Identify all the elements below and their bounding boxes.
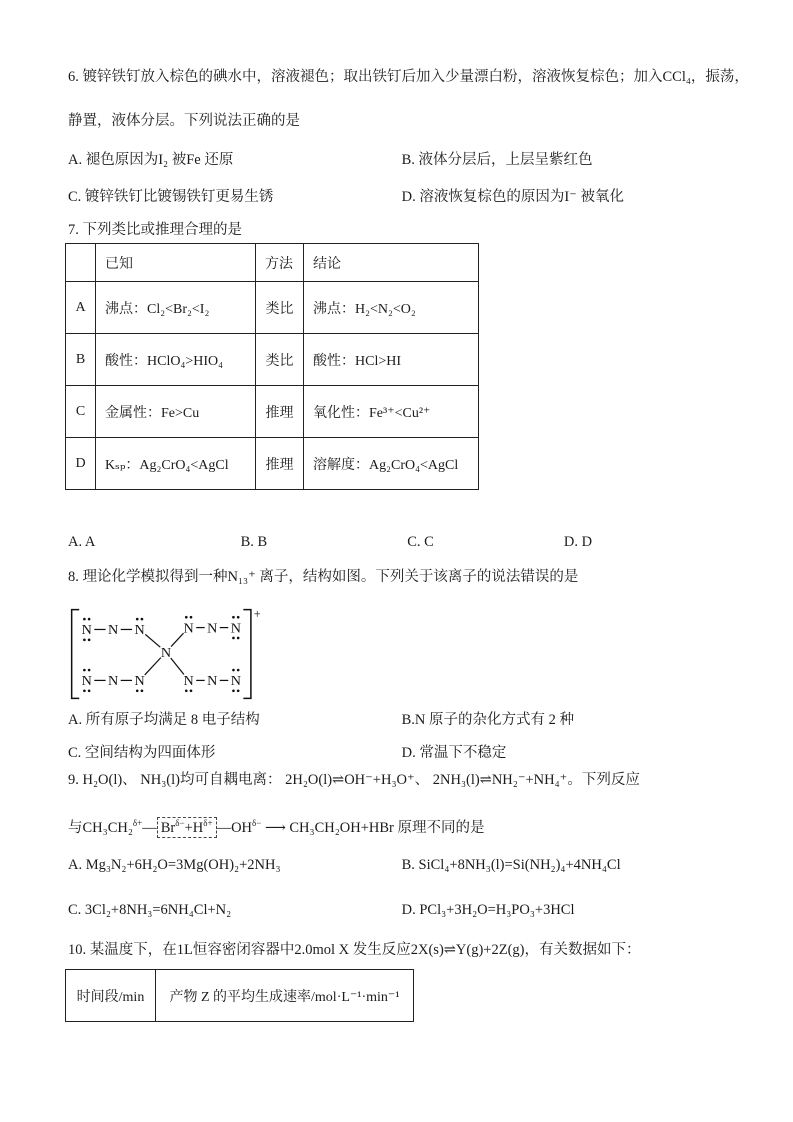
svg-text:N: N <box>230 673 241 690</box>
q6-option-c: C. 镀锌铁钉比镀锡铁钉更易生锈 <box>68 189 274 205</box>
q7-header-method: 方法 <box>256 244 304 282</box>
q7-row-b-method: 类比 <box>256 334 304 386</box>
q8-options-row1 <box>68 710 574 730</box>
q9-options-row1 <box>68 855 621 875</box>
q8-option-d: D. 常温下不稳定 <box>401 745 507 761</box>
q7-option-c: C. C <box>407 534 434 550</box>
q7-header-known: 已知 <box>96 244 256 282</box>
q7-stem: 7. 下列类比或推理合理的是 <box>68 222 242 238</box>
q7-row-c-label: C <box>66 386 96 438</box>
q9-reaction-prefix: 与CH₃CH₂$^{\delta+}$— <box>68 818 157 836</box>
q6-stem-line1: 6. 镀锌铁钉放入棕色的碘水中，溶液褪色；取出铁钉后加入少量漂白粉，溶液恢复棕色；加入CCl₄，振荡， <box>68 69 749 85</box>
svg-text:N: N <box>183 673 194 690</box>
q7-row-c-conclusion: 氧化性：Fe³⁺<Cu²⁺ <box>304 386 479 438</box>
q7-table-row-d <box>66 438 479 490</box>
svg-text:N: N <box>230 620 241 637</box>
q7-comparison-table <box>65 243 479 490</box>
svg-text:N: N <box>108 622 119 639</box>
svg-text:+: + <box>253 607 261 622</box>
svg-text:N: N <box>160 644 172 661</box>
q6-option-a: A. 褪色原因为I₂ 被Fe 还原 <box>68 152 234 168</box>
q7-row-d-conclusion: 溶解度：Ag₂CrO₄<AgCl <box>304 438 479 490</box>
svg-text:N: N <box>207 673 218 690</box>
q6-options-row2 <box>68 187 624 207</box>
q7-table-row-c <box>66 386 479 438</box>
q9-option-a: A. Mg₃N₂+6H₂O=3Mg(OH)₂+2NH₃ <box>68 857 281 873</box>
svg-text:N: N <box>108 673 119 690</box>
q7-row-c-method: 推理 <box>256 386 304 438</box>
q7-row-d-label: D <box>66 438 96 490</box>
q8-option-a: A. 所有原子均满足 8 电子结构 <box>68 712 260 728</box>
q7-options-row <box>68 532 592 552</box>
q8-option-c: C. 空间结构为四面体形 <box>68 745 216 761</box>
q7-option-a: A. A <box>68 534 96 550</box>
q9-stem-line2 <box>68 813 485 838</box>
q6-option-d: D. 溶液恢复棕色的原因为I⁻ 被氧化 <box>401 189 624 205</box>
svg-text:N: N <box>81 673 92 690</box>
q9-options-row2 <box>68 900 575 920</box>
q9-option-b: B. SiCl₄+8NH₃(l)=Si(NH₂)₄+4NH₄Cl <box>401 857 621 873</box>
q9-option-c: C. 3Cl₂+8NH₃=6NH₄Cl+N₂ <box>68 902 232 918</box>
q10-rate-table <box>65 969 414 1022</box>
q7-header-conclusion: 结论 <box>304 244 479 282</box>
q10-header-time: 时间段/min <box>66 970 156 1022</box>
n13-lewis-structure-figure <box>66 604 266 704</box>
q6-stem-line2: 静置，液体分层。下列说法正确的是 <box>68 113 300 129</box>
q8-stem: 8. 理论化学模拟得到一种N₁₃⁺ 离子，结构如图。下列关于该离子的说法错误的是 <box>68 569 579 585</box>
q7-row-b-conclusion: 酸性：HCl>HI <box>304 334 479 386</box>
q6-option-b: B. 液体分层后，上层呈紫红色 <box>401 152 593 168</box>
q7-row-c-known: 金属性：Fe>Cu <box>96 386 256 438</box>
svg-text:N: N <box>207 620 218 637</box>
q7-row-d-known: Kₛₚ：Ag₂CrO₄<AgCl <box>96 438 256 490</box>
q7-row-a-method: 类比 <box>256 282 304 334</box>
svg-text:N: N <box>81 622 92 639</box>
svg-text:N: N <box>134 622 145 639</box>
q7-header-blank <box>66 244 96 282</box>
dashed-box: $Br^{\delta-}+H^{\delta+}$ <box>157 817 217 838</box>
q7-option-d: D. D <box>563 534 593 550</box>
q7-table-row-a <box>66 282 479 334</box>
q7-row-a-label: A <box>66 282 96 334</box>
q9-option-d: D. PCl₃+3H₂O=H₃PO₃+3HCl <box>401 902 575 918</box>
q7-row-a-known: 沸点：Cl₂<Br₂<I₂ <box>96 282 256 334</box>
svg-text:N: N <box>134 673 145 690</box>
q7-table-header-row <box>66 244 479 282</box>
q7-option-b: B. B <box>240 534 268 550</box>
q8-options-row2 <box>68 743 506 763</box>
q7-row-d-method: 推理 <box>256 438 304 490</box>
q10-stem: 10. 某温度下，在1L恒容密闭容器中2.0mol X 发生反应2X(s)⇌Y(g)+2Z(g)，有关数据如下： <box>68 942 641 958</box>
q7-row-b-known: 酸性：HClO₄>HIO₄ <box>96 334 256 386</box>
q8-option-b: B.N 原子的杂化方式有 2 种 <box>401 712 575 728</box>
q7-table-row-b <box>66 334 479 386</box>
q9-reaction-suffix: $—OH^{\delta-}$ ⟶ CH₃CH₂OH+HBr 原理不同的是 <box>216 818 485 836</box>
q9-stem-line1: 9. H₂O(l)、 NH₃(l)均可自耦电离： 2H₂O(l)⇌OH⁻+H₃O⁺、 2NH₃(l)⇌NH₂⁻+NH₄⁺。下列反应 <box>68 772 640 788</box>
q7-row-b-label: B <box>66 334 96 386</box>
q7-row-a-conclusion: 沸点：H₂<N₂<O₂ <box>304 282 479 334</box>
svg-text:N: N <box>183 620 194 637</box>
q10-table-header-row <box>66 970 414 1022</box>
q6-options-row1 <box>68 150 593 170</box>
q10-header-rate: 产物 Z 的平均生成速率/mol·L⁻¹·min⁻¹ <box>156 970 414 1022</box>
